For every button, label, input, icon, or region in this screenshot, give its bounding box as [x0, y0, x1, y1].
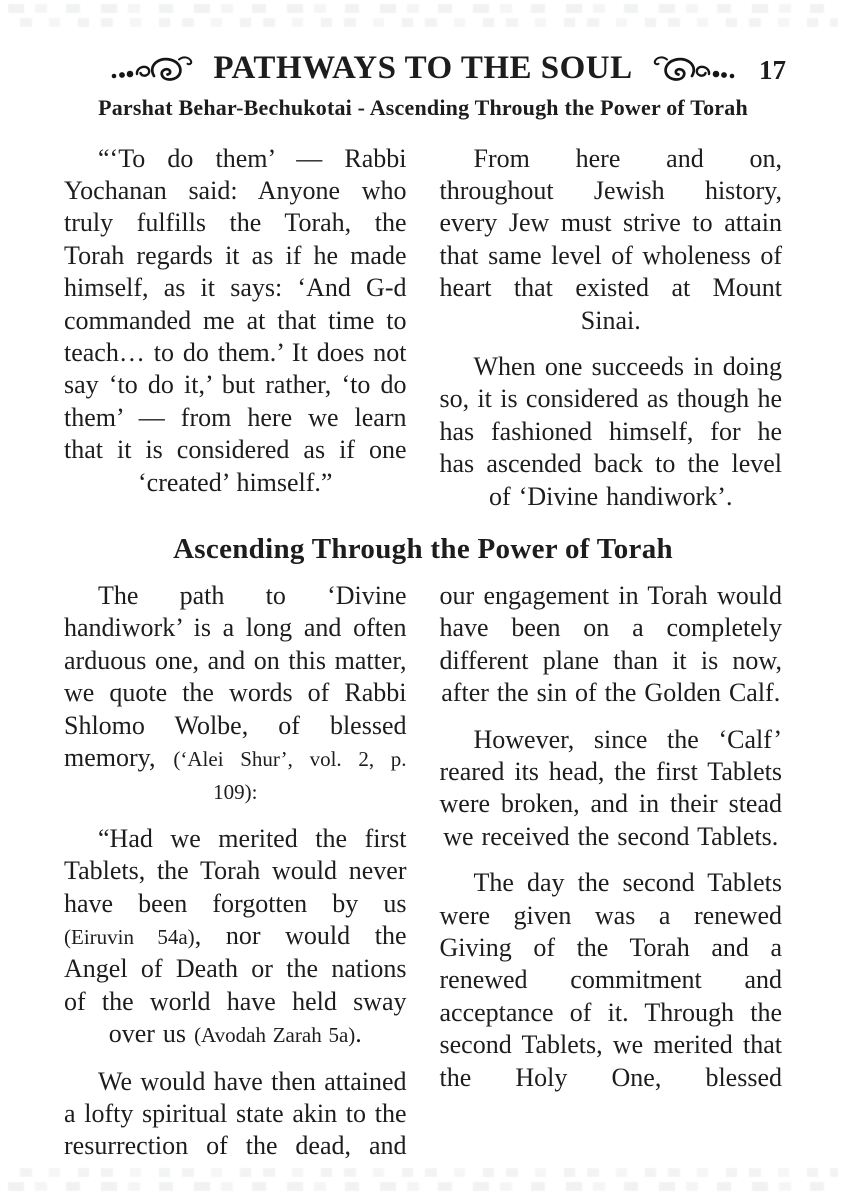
title-line — [109, 50, 736, 87]
page-edge-artifact-bottom — [8, 1168, 838, 1196]
body-text: The path to ‘Divine handiwork’ is a long and often arduous one, and on this matter, we quote the words of Rabbi Shlomo Wolbe, of blessed memory, — [64, 580, 407, 772]
paragraph — [440, 580, 783, 710]
bottom-left-column — [64, 580, 407, 1163]
top-left-column — [64, 143, 407, 527]
scroll-flourish-right-icon — [641, 53, 737, 85]
body-text: However, since the ‘Calf’ reared its head, the first Tablets were broken, and in their stead we received the second Tablets. — [439, 724, 782, 851]
body-text: our engagement in Torah would have been on a completely different plane than it is now, after the sin of the Golden Calf. — [439, 580, 782, 708]
citation-text: (Avodah Zarah 5a) — [194, 1023, 356, 1048]
body-text: , nor would the Angel of Death or the nations of the world have held sway over us — [64, 921, 407, 1049]
paragraph — [64, 1066, 407, 1163]
chapter-subtitle: Parshat Behar-Bechukotai - Ascending Through the Power of Torah — [98, 94, 748, 120]
body-text: From here and on, throughout Jewish history, every Jew must strive to attain that same level of wholeness of heart that existed at Mount Sinai. — [439, 143, 782, 335]
section-heading: Ascending Through the Power of Torah — [173, 532, 673, 565]
book-title: PATHWAYS TO THE SOUL — [213, 50, 633, 86]
top-right-column — [440, 143, 783, 527]
scan-smudge-row — [8, 1182, 838, 1191]
body-text: When one succeeds in doing so, it is considered as though he has fashioned himself, for he has ascended back to the level of ‘Divine handiwork’. — [439, 351, 782, 511]
body-text: The day the second Tablets were given was a renewed Giving of the Torah and a renewed commitment and acceptance of it. Through the second Tablets, we merited that the Holy One, blessed — [439, 868, 782, 1092]
paragraph — [440, 143, 783, 337]
body-text: “‘To do them’ — Rabbi Yochanan said: Anyone who truly fulfills the Torah, the Torah regards it as if he made himself, as it says: ‘And G-d commanded me at that time to teach… to do them.’ It does not say ‘to do it,’ but rather, ‘to do them’ — from here we learn that it is considered as if one ‘created’ himself.” — [64, 143, 407, 497]
scroll-flourish-left-icon — [109, 53, 205, 85]
page-number: 17 — [759, 55, 786, 85]
paragraph — [440, 351, 783, 513]
bottom-columns — [64, 580, 782, 1163]
citation-text: (Eiruvin 54a) — [64, 925, 195, 950]
scan-smudge-row — [8, 1168, 838, 1177]
citation-text: (‘Alei Shur’, vol. 2, p. 109): — [173, 747, 407, 805]
paragraph — [64, 143, 407, 499]
paragraph — [440, 724, 783, 854]
paragraph — [64, 580, 407, 809]
top-columns — [64, 143, 782, 527]
body-text: “Had we merited the first Tablets, the Torah would never have been forgotten by us — [64, 823, 407, 918]
paragraph — [440, 867, 783, 1094]
body-text: . — [355, 1019, 362, 1049]
body-text: We would have then attained a lofty spiritual state akin to the resurrection of the dead, and — [64, 1066, 407, 1161]
page-header — [64, 50, 786, 90]
paragraph — [64, 823, 407, 1052]
bottom-right-column — [440, 580, 783, 1163]
